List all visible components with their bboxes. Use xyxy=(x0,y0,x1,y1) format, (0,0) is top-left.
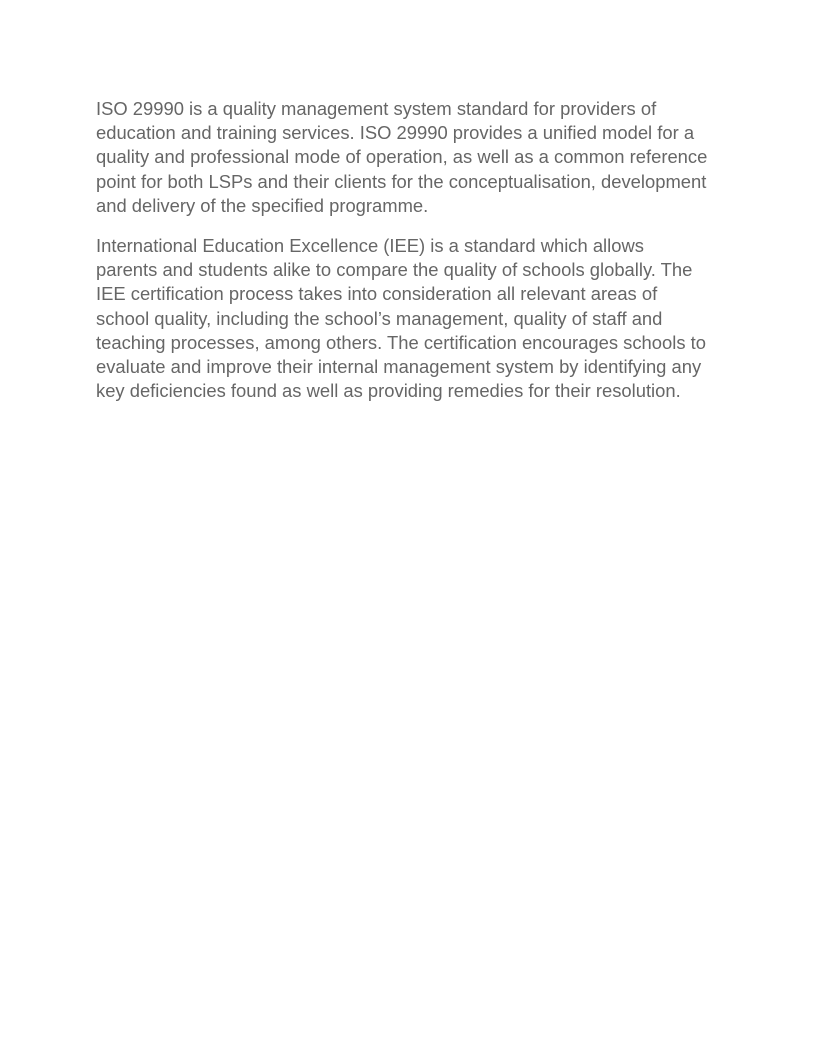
document-body xyxy=(96,97,710,419)
paragraph-iso-29990: ISO 29990 is a quality management system standard for providers of education and training services. ISO 29990 provides a unified model for a quality and professional mode of operation, as well as a common reference point for both LSPs and their clients for the conceptualisation, development and delivery of the specified programme. xyxy=(96,98,708,216)
paragraph-iee: International Education Excellence (IEE) is a standard which allows parents and students alike to compare the quality of schools globally. The IEE certification process takes into consideration all relevant areas of school quality, including the school’s management, quality of staff and teaching processes, among others. The certification encourages schools to evaluate and improve their internal management system by identifying any key deficiencies found as well as providing remedies for their resolution. xyxy=(96,235,706,402)
